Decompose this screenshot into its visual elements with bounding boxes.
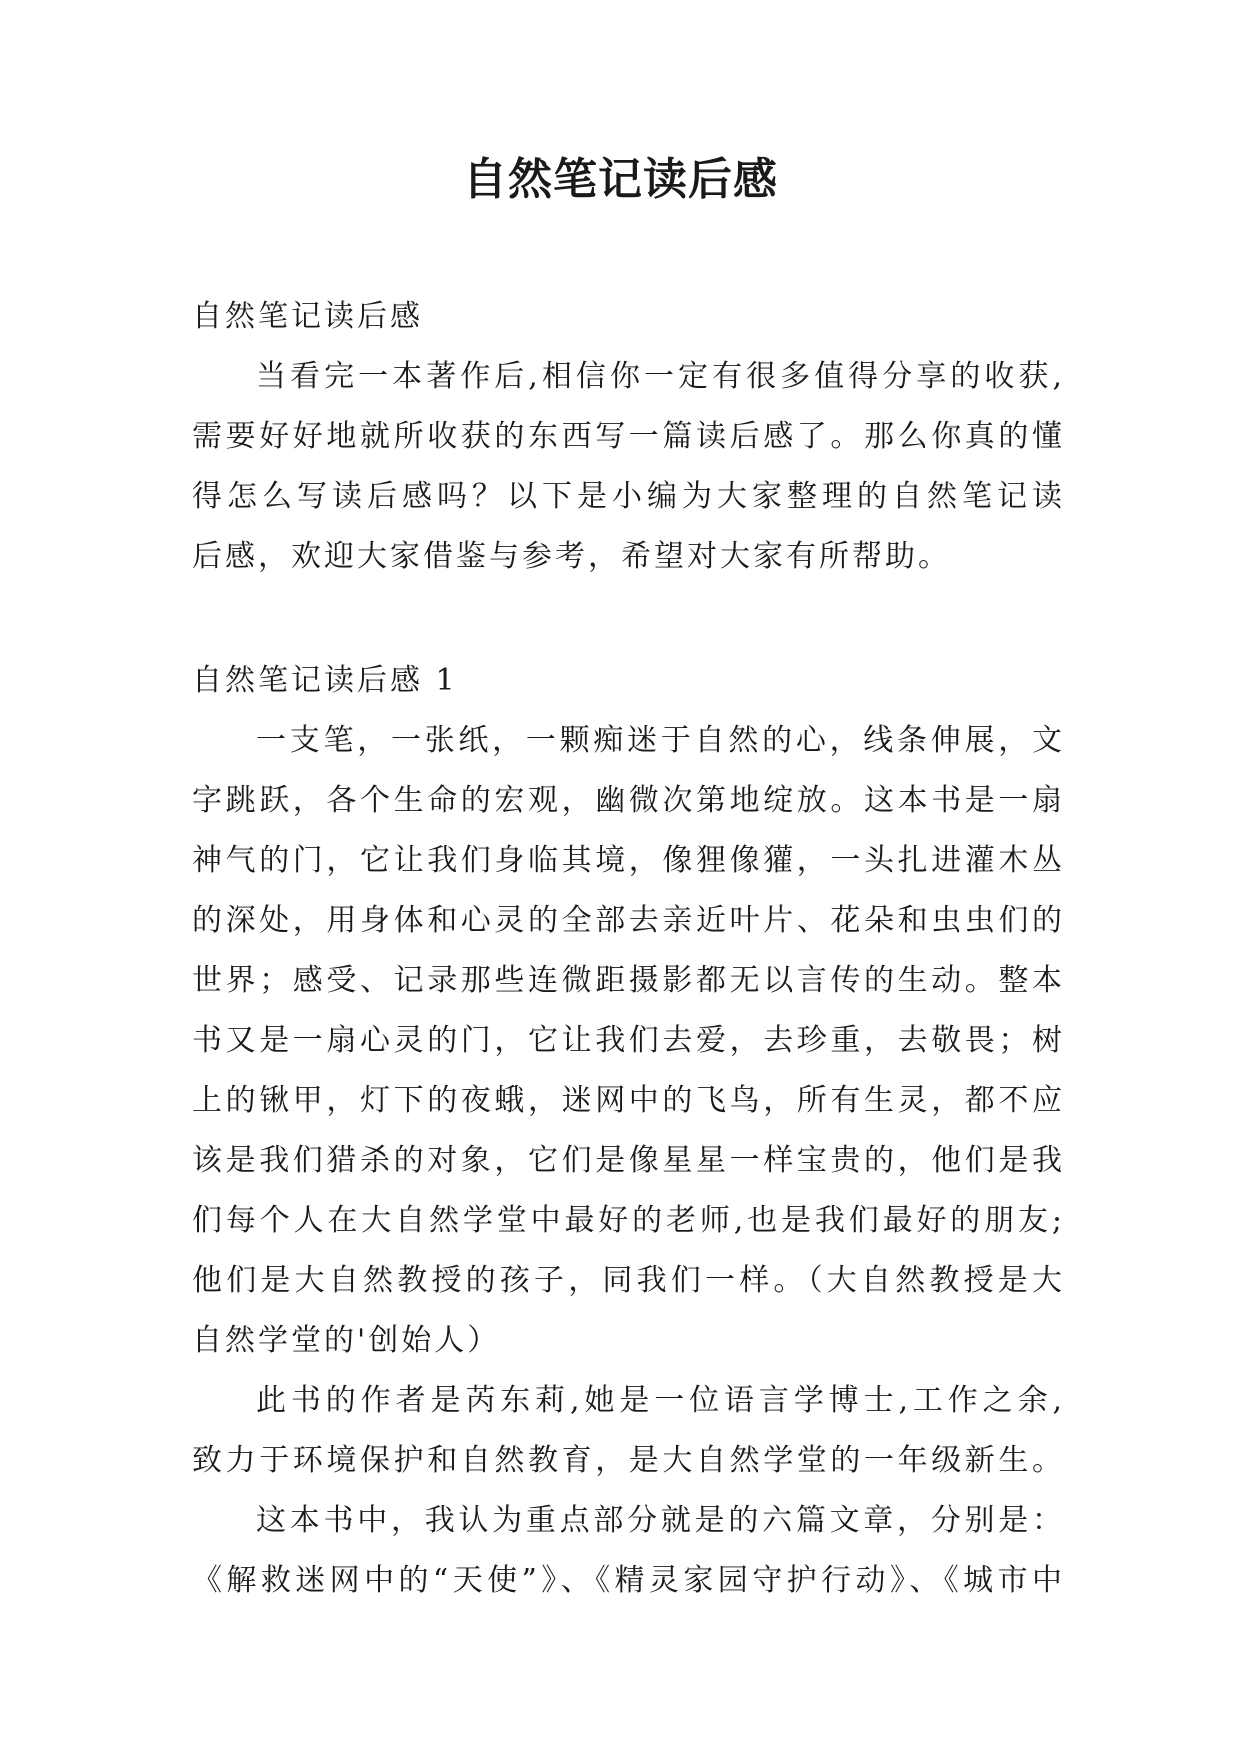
section1-line: 《解救迷网中的“天使”》、《精灵家园守护行动》、《城市中 xyxy=(192,1563,1062,1598)
section1-line: 他们是大自然教授的孩子，同我们一样。（大自然教授是大 xyxy=(192,1263,1062,1298)
intro-line: 需要好好地就所收获的东西写一篇读后感了。那么你真的懂 xyxy=(192,419,1062,454)
section1-line: 神气的门，它让我们身临其境，像狸像獾，一头扎进灌木丛 xyxy=(192,843,1062,878)
section1-line: 此书的作者是芮东莉,她是一位语言学博士,工作之余, xyxy=(256,1383,1062,1418)
intro-heading: 自然笔记读后感 xyxy=(192,299,423,334)
section1-line: 自然学堂的'创始人） xyxy=(192,1323,501,1358)
intro-line: 当看完一本著作后,相信你一定有很多值得分享的收获, xyxy=(256,359,1062,394)
section1-line: 书又是一扇心灵的门，它让我们去爱，去珍重，去敬畏；树 xyxy=(192,1023,1062,1058)
paragraph-gap xyxy=(192,587,1062,651)
section1-line: 上的锹甲，灯下的夜蛾，迷网中的飞鸟，所有生灵，都不应 xyxy=(192,1083,1062,1118)
section1-line: 字跳跃，各个生命的宏观，幽微次第地绽放。这本书是一扇 xyxy=(192,783,1062,818)
intro-line: 得怎么写读后感吗？以下是小编为大家整理的自然笔记读 xyxy=(192,479,1062,514)
document-body xyxy=(192,287,1062,1611)
section1-line: 该是我们猎杀的对象，它们是像星星一样宝贵的，他们是我 xyxy=(192,1143,1062,1178)
section1-line: 的深处，用身体和心灵的全部去亲近叶片、花朵和虫虫们的 xyxy=(192,903,1062,938)
section1-line: 们每个人在大自然学堂中最好的老师,也是我们最好的朋友; xyxy=(192,1203,1062,1238)
section1-line: 这本书中，我认为重点部分就是的六篇文章，分别是： xyxy=(256,1503,1062,1538)
intro-line: 后感，欢迎大家借鉴与参考，希望对大家有所帮助。 xyxy=(192,539,951,574)
section-heading: 自然笔记读后感 1 xyxy=(192,663,458,698)
section1-line: 世界；感受、记录那些连微距摄影都无以言传的生动。整本 xyxy=(192,963,1062,998)
document-title: 自然笔记读后感 xyxy=(463,154,778,205)
section1-line: 致力于环境保护和自然教育，是大自然学堂的一年级新生。 xyxy=(192,1443,1062,1478)
section1-line: 一支笔，一张纸，一颗痴迷于自然的心，线条伸展，文 xyxy=(256,723,1062,758)
